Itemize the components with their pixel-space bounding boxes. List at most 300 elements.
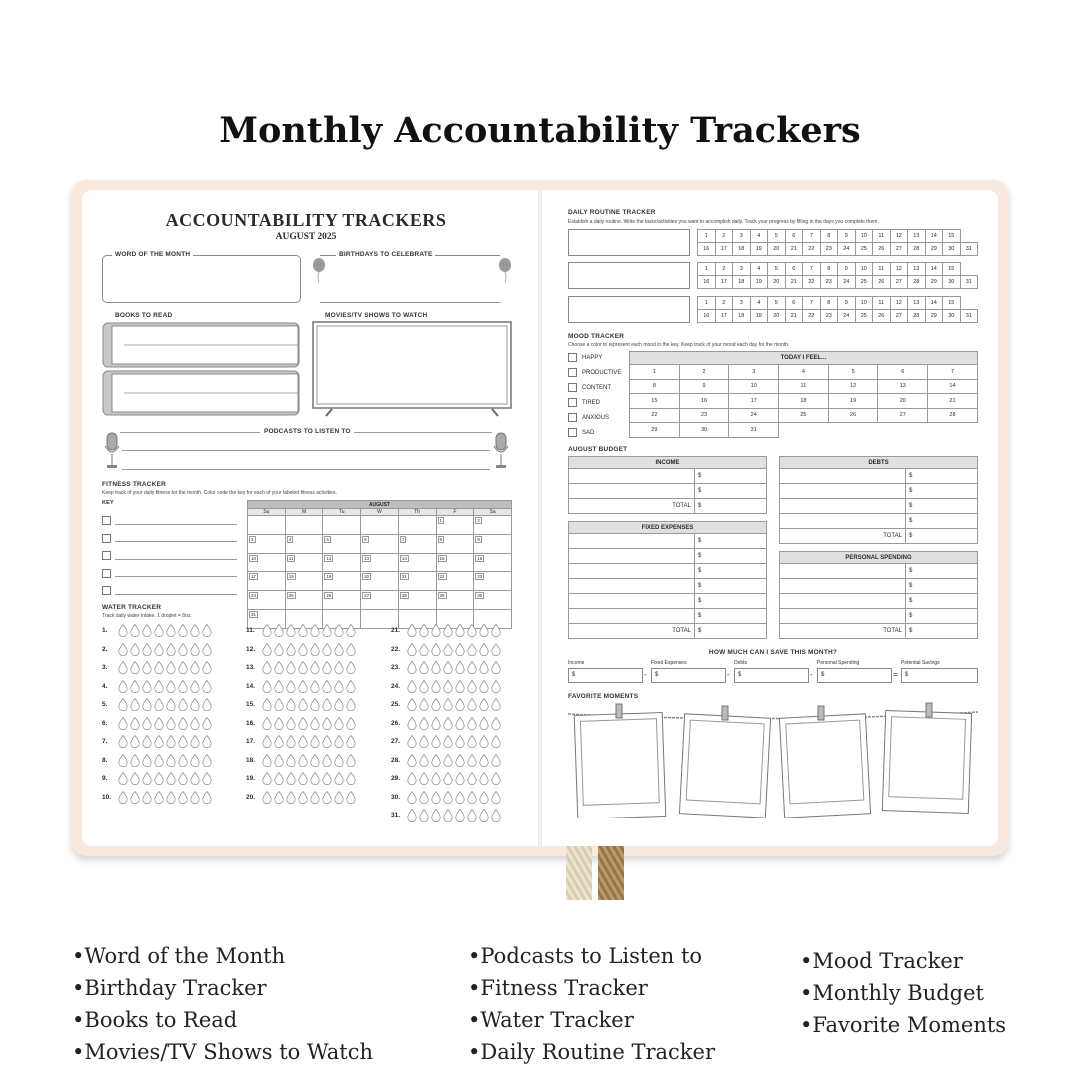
droplet-icon[interactable]	[190, 717, 200, 730]
routine-day-cell[interactable]: 27	[890, 276, 908, 289]
routine-day-cell[interactable]: 30	[943, 243, 961, 256]
mood-color-checkbox[interactable]	[568, 383, 577, 392]
droplet-icon[interactable]	[130, 717, 140, 730]
routine-day-cell[interactable]: 26	[873, 243, 891, 256]
calendar-day-cell[interactable]	[361, 572, 399, 591]
droplet-icon[interactable]	[130, 643, 140, 656]
mood-day-cell[interactable]: 18	[779, 394, 829, 409]
routine-day-cell[interactable]: 2	[715, 230, 733, 243]
mood-key-item[interactable]	[568, 365, 621, 380]
calendar-day-cell[interactable]	[398, 553, 436, 572]
droplet-icon[interactable]	[142, 624, 152, 637]
save-amount-field[interactable]: $	[901, 668, 978, 683]
water-droplets[interactable]	[262, 624, 356, 637]
droplet-icon[interactable]	[262, 717, 272, 730]
routine-day-cell[interactable]: 16	[698, 310, 716, 323]
droplet-icon[interactable]	[274, 735, 284, 748]
droplet-icon[interactable]	[166, 661, 176, 674]
droplet-icon[interactable]	[286, 791, 296, 804]
droplet-icon[interactable]	[274, 698, 284, 711]
save-amount-field[interactable]: $	[651, 668, 726, 683]
droplet-icon[interactable]	[310, 643, 320, 656]
droplet-icon[interactable]	[274, 717, 284, 730]
water-droplets[interactable]	[407, 643, 501, 656]
droplet-icon[interactable]	[262, 791, 272, 804]
droplet-icon[interactable]	[431, 680, 441, 693]
budget-amount-field[interactable]: $	[906, 499, 978, 514]
calendar-day-cell[interactable]	[436, 591, 474, 610]
droplet-icon[interactable]	[118, 680, 128, 693]
budget-item-field[interactable]	[569, 579, 695, 594]
droplet-icon[interactable]	[455, 754, 465, 767]
mood-day-cell[interactable]: 22	[630, 408, 680, 423]
droplet-icon[interactable]	[431, 698, 441, 711]
droplet-icon[interactable]	[286, 754, 296, 767]
droplet-icon[interactable]	[118, 661, 128, 674]
droplet-icon[interactable]	[202, 754, 212, 767]
droplet-icon[interactable]	[274, 643, 284, 656]
droplet-icon[interactable]	[286, 698, 296, 711]
water-droplets[interactable]	[407, 791, 501, 804]
water-droplets[interactable]	[118, 680, 212, 693]
budget-amount-field[interactable]: $	[695, 499, 767, 514]
water-droplets[interactable]	[407, 717, 501, 730]
droplet-icon[interactable]	[431, 791, 441, 804]
key-row[interactable]	[102, 582, 237, 600]
droplet-icon[interactable]	[202, 624, 212, 637]
mood-color-checkbox[interactable]	[568, 398, 577, 407]
routine-day-cell[interactable]: 19	[750, 310, 768, 323]
routine-day-cell[interactable]: 19	[750, 243, 768, 256]
budget-amount-field[interactable]: $	[906, 529, 978, 544]
droplet-icon[interactable]	[407, 717, 417, 730]
routine-day-cell[interactable]: 17	[715, 310, 733, 323]
word-of-month-box[interactable]	[102, 255, 301, 303]
droplet-icon[interactable]	[310, 698, 320, 711]
droplet-icon[interactable]	[166, 624, 176, 637]
droplet-icon[interactable]	[322, 643, 332, 656]
droplet-icon[interactable]	[467, 809, 477, 822]
droplet-icon[interactable]	[142, 735, 152, 748]
droplet-icon[interactable]	[407, 624, 417, 637]
droplet-icon[interactable]	[419, 624, 429, 637]
droplet-icon[interactable]	[491, 698, 501, 711]
droplet-icon[interactable]	[334, 643, 344, 656]
droplet-icon[interactable]	[274, 791, 284, 804]
droplet-icon[interactable]	[431, 624, 441, 637]
water-droplets[interactable]	[262, 661, 356, 674]
droplet-icon[interactable]	[310, 680, 320, 693]
routine-day-cell[interactable]: 1	[698, 263, 716, 276]
budget-item-field[interactable]	[569, 609, 695, 624]
water-droplets[interactable]	[118, 661, 212, 674]
droplet-icon[interactable]	[419, 717, 429, 730]
droplet-icon[interactable]	[154, 643, 164, 656]
droplet-icon[interactable]	[407, 661, 417, 674]
routine-day-cell[interactable]: 20	[768, 276, 786, 289]
droplet-icon[interactable]	[467, 772, 477, 785]
droplet-icon[interactable]	[431, 754, 441, 767]
droplet-icon[interactable]	[334, 624, 344, 637]
bookmark-ribbon-cream[interactable]	[566, 846, 592, 900]
droplet-icon[interactable]	[322, 735, 332, 748]
routine-day-cell[interactable]: 6	[785, 230, 803, 243]
droplet-icon[interactable]	[298, 680, 308, 693]
mood-day-cell[interactable]: 7	[928, 365, 978, 380]
droplet-icon[interactable]	[443, 698, 453, 711]
routine-day-cell[interactable]: 11	[873, 263, 891, 276]
routine-day-cell[interactable]: 3	[733, 263, 751, 276]
droplet-icon[interactable]	[154, 772, 164, 785]
droplet-icon[interactable]	[467, 661, 477, 674]
droplet-icon[interactable]	[455, 717, 465, 730]
routine-day-cell[interactable]: 4	[750, 297, 768, 310]
mood-day-cell[interactable]: 24	[729, 408, 779, 423]
droplet-icon[interactable]	[467, 643, 477, 656]
mood-day-cell[interactable]: 8	[630, 379, 680, 394]
droplet-icon[interactable]	[479, 717, 489, 730]
droplet-icon[interactable]	[407, 643, 417, 656]
droplet-icon[interactable]	[443, 717, 453, 730]
droplet-icon[interactable]	[491, 661, 501, 674]
mood-key-item[interactable]	[568, 410, 621, 425]
water-droplets[interactable]	[118, 772, 212, 785]
droplet-icon[interactable]	[190, 624, 200, 637]
droplet-icon[interactable]	[467, 754, 477, 767]
droplet-icon[interactable]	[455, 643, 465, 656]
droplet-icon[interactable]	[455, 809, 465, 822]
routine-day-cell[interactable]: 31	[960, 276, 978, 289]
water-droplets[interactable]	[118, 754, 212, 767]
droplet-icon[interactable]	[431, 772, 441, 785]
budget-amount-field[interactable]: $	[695, 609, 767, 624]
mood-day-cell[interactable]: 14	[928, 379, 978, 394]
water-droplets[interactable]	[262, 643, 356, 656]
budget-amount-field[interactable]: $	[695, 549, 767, 564]
droplet-icon[interactable]	[443, 772, 453, 785]
routine-day-cell[interactable]: 20	[768, 243, 786, 256]
droplet-icon[interactable]	[479, 791, 489, 804]
routine-day-cell[interactable]: 22	[803, 276, 821, 289]
birthdays-box[interactable]	[320, 255, 500, 303]
droplet-icon[interactable]	[154, 698, 164, 711]
bookmark-ribbon-gold[interactable]	[598, 846, 624, 900]
polaroid-frame[interactable]	[779, 706, 870, 818]
droplet-icon[interactable]	[298, 624, 308, 637]
droplet-icon[interactable]	[479, 624, 489, 637]
mood-key-item[interactable]	[568, 395, 621, 410]
droplet-icon[interactable]	[142, 643, 152, 656]
droplet-icon[interactable]	[467, 624, 477, 637]
routine-day-cell[interactable]: 20	[768, 310, 786, 323]
budget-amount-field[interactable]: $	[906, 594, 978, 609]
droplet-icon[interactable]	[479, 680, 489, 693]
save-amount-field[interactable]: $	[568, 668, 643, 683]
droplet-icon[interactable]	[491, 809, 501, 822]
droplet-icon[interactable]	[491, 624, 501, 637]
budget-amount-field[interactable]: $	[695, 624, 767, 639]
droplet-icon[interactable]	[419, 809, 429, 822]
droplet-icon[interactable]	[190, 680, 200, 693]
routine-day-cell[interactable]: 24	[838, 276, 856, 289]
water-droplets[interactable]	[407, 735, 501, 748]
budget-item-field[interactable]	[569, 469, 695, 484]
droplet-icon[interactable]	[154, 717, 164, 730]
droplet-icon[interactable]	[455, 661, 465, 674]
droplet-icon[interactable]	[274, 661, 284, 674]
mood-day-cell[interactable]: 19	[828, 394, 878, 409]
droplet-icon[interactable]	[467, 717, 477, 730]
droplet-icon[interactable]	[419, 735, 429, 748]
droplet-icon[interactable]	[274, 772, 284, 785]
routine-day-cell[interactable]: 11	[873, 297, 891, 310]
routine-day-cell[interactable]: 27	[890, 310, 908, 323]
droplet-icon[interactable]	[322, 791, 332, 804]
droplet-icon[interactable]	[262, 624, 272, 637]
calendar-day-cell[interactable]	[248, 572, 286, 591]
droplet-icon[interactable]	[166, 680, 176, 693]
water-droplets[interactable]	[118, 643, 212, 656]
routine-day-cell[interactable]: 22	[803, 310, 821, 323]
routine-day-cell[interactable]: 19	[750, 276, 768, 289]
droplet-icon[interactable]	[419, 791, 429, 804]
droplet-icon[interactable]	[346, 643, 356, 656]
droplet-icon[interactable]	[298, 754, 308, 767]
mood-day-cell[interactable]: 4	[779, 365, 829, 380]
routine-day-cell[interactable]: 16	[698, 276, 716, 289]
droplet-icon[interactable]	[443, 643, 453, 656]
calendar-day-cell[interactable]	[248, 534, 286, 553]
droplet-icon[interactable]	[346, 791, 356, 804]
droplet-icon[interactable]	[178, 772, 188, 785]
routine-day-cell[interactable]: 29	[925, 276, 943, 289]
droplet-icon[interactable]	[178, 717, 188, 730]
mood-day-cell[interactable]: 13	[878, 379, 928, 394]
water-droplets[interactable]	[407, 624, 501, 637]
water-droplets[interactable]	[407, 680, 501, 693]
droplet-icon[interactable]	[298, 717, 308, 730]
droplet-icon[interactable]	[118, 643, 128, 656]
droplet-icon[interactable]	[322, 624, 332, 637]
droplet-icon[interactable]	[286, 624, 296, 637]
routine-day-cell[interactable]: 1	[698, 230, 716, 243]
budget-item-field[interactable]	[780, 499, 906, 514]
mood-day-cell[interactable]: 29	[630, 423, 680, 438]
mood-day-cell[interactable]: 3	[729, 365, 779, 380]
routine-day-cell[interactable]: 29	[925, 310, 943, 323]
droplet-icon[interactable]	[491, 680, 501, 693]
calendar-day-cell[interactable]	[285, 553, 323, 572]
droplet-icon[interactable]	[274, 680, 284, 693]
calendar-day-cell[interactable]	[248, 516, 286, 535]
routine-day-cell[interactable]: 14	[925, 230, 943, 243]
droplet-icon[interactable]	[310, 717, 320, 730]
routine-day-cell[interactable]: 30	[943, 276, 961, 289]
water-droplets[interactable]	[262, 698, 356, 711]
routine-day-cell[interactable]: 28	[908, 243, 926, 256]
budget-amount-field[interactable]: $	[906, 609, 978, 624]
mood-day-cell[interactable]: 30	[679, 423, 729, 438]
budget-item-field[interactable]	[569, 549, 695, 564]
water-droplets[interactable]	[407, 661, 501, 674]
routine-day-cell[interactable]: 5	[768, 297, 786, 310]
droplet-icon[interactable]	[334, 791, 344, 804]
droplet-icon[interactable]	[262, 698, 272, 711]
droplet-icon[interactable]	[346, 661, 356, 674]
routine-day-cell[interactable]: 1	[698, 297, 716, 310]
droplet-icon[interactable]	[202, 791, 212, 804]
budget-amount-field[interactable]: $	[695, 534, 767, 549]
droplet-icon[interactable]	[118, 754, 128, 767]
budget-amount-field[interactable]: $	[906, 484, 978, 499]
water-droplets[interactable]	[262, 772, 356, 785]
budget-amount-field[interactable]: $	[906, 624, 978, 639]
mood-day-cell[interactable]: 31	[729, 423, 779, 438]
droplet-icon[interactable]	[310, 624, 320, 637]
droplet-icon[interactable]	[178, 735, 188, 748]
droplet-icon[interactable]	[334, 754, 344, 767]
calendar-day-cell[interactable]	[323, 553, 361, 572]
calendar-day-cell[interactable]	[285, 516, 323, 535]
droplet-icon[interactable]	[334, 680, 344, 693]
calendar-day-cell[interactable]	[361, 516, 399, 535]
droplet-icon[interactable]	[154, 680, 164, 693]
routine-task-box[interactable]	[568, 262, 690, 289]
droplet-icon[interactable]	[178, 698, 188, 711]
droplet-icon[interactable]	[310, 791, 320, 804]
routine-day-cell[interactable]: 14	[925, 297, 943, 310]
droplet-icon[interactable]	[455, 772, 465, 785]
droplet-icon[interactable]	[274, 624, 284, 637]
droplet-icon[interactable]	[310, 661, 320, 674]
routine-day-cell[interactable]: 15	[943, 230, 961, 243]
mood-day-cell[interactable]: 20	[878, 394, 928, 409]
droplet-icon[interactable]	[202, 680, 212, 693]
budget-item-field[interactable]	[780, 469, 906, 484]
calendar-day-cell[interactable]	[285, 572, 323, 591]
routine-day-cell[interactable]: 10	[855, 297, 873, 310]
budget-item-field[interactable]	[780, 564, 906, 579]
droplet-icon[interactable]	[130, 772, 140, 785]
routine-day-cell[interactable]: 17	[715, 243, 733, 256]
droplet-icon[interactable]	[130, 791, 140, 804]
droplet-icon[interactable]	[154, 754, 164, 767]
mood-day-cell[interactable]: 10	[729, 379, 779, 394]
droplet-icon[interactable]	[419, 754, 429, 767]
droplet-icon[interactable]	[407, 791, 417, 804]
droplet-icon[interactable]	[262, 661, 272, 674]
water-droplets[interactable]	[118, 735, 212, 748]
routine-day-cell[interactable]: 16	[698, 243, 716, 256]
droplet-icon[interactable]	[322, 680, 332, 693]
droplet-icon[interactable]	[479, 661, 489, 674]
routine-day-cell[interactable]: 7	[803, 297, 821, 310]
droplet-icon[interactable]	[178, 754, 188, 767]
calendar-day-cell[interactable]	[436, 572, 474, 591]
mood-key-item[interactable]	[568, 425, 621, 440]
droplet-icon[interactable]	[431, 661, 441, 674]
routine-day-cell[interactable]: 8	[820, 230, 838, 243]
water-droplets[interactable]	[262, 717, 356, 730]
budget-amount-field[interactable]: $	[906, 469, 978, 484]
routine-day-cell[interactable]: 31	[960, 310, 978, 323]
droplet-icon[interactable]	[322, 717, 332, 730]
droplet-icon[interactable]	[262, 735, 272, 748]
calendar-day-cell[interactable]	[474, 534, 512, 553]
budget-amount-field[interactable]: $	[906, 514, 978, 529]
budget-amount-field[interactable]: $	[906, 564, 978, 579]
droplet-icon[interactable]	[491, 717, 501, 730]
droplet-icon[interactable]	[202, 772, 212, 785]
budget-amount-field[interactable]: $	[695, 579, 767, 594]
droplet-icon[interactable]	[298, 661, 308, 674]
droplet-icon[interactable]	[491, 754, 501, 767]
droplet-icon[interactable]	[407, 735, 417, 748]
routine-day-cell[interactable]: 10	[855, 263, 873, 276]
droplet-icon[interactable]	[166, 791, 176, 804]
mood-day-cell[interactable]: 27	[878, 408, 928, 423]
droplet-icon[interactable]	[431, 735, 441, 748]
droplet-icon[interactable]	[322, 698, 332, 711]
routine-day-cell[interactable]: 12	[890, 263, 908, 276]
droplet-icon[interactable]	[130, 754, 140, 767]
droplet-icon[interactable]	[130, 735, 140, 748]
routine-day-cell[interactable]: 21	[785, 310, 803, 323]
droplet-icon[interactable]	[154, 624, 164, 637]
routine-day-cell[interactable]: 9	[838, 230, 856, 243]
droplet-icon[interactable]	[479, 643, 489, 656]
routine-day-cell[interactable]: 7	[803, 263, 821, 276]
droplet-icon[interactable]	[479, 809, 489, 822]
routine-day-cell[interactable]: 5	[768, 263, 786, 276]
routine-day-cell[interactable]: 9	[838, 263, 856, 276]
key-row[interactable]	[102, 565, 237, 583]
droplet-icon[interactable]	[407, 754, 417, 767]
droplet-icon[interactable]	[154, 791, 164, 804]
droplet-icon[interactable]	[262, 643, 272, 656]
droplet-icon[interactable]	[479, 754, 489, 767]
droplet-icon[interactable]	[118, 772, 128, 785]
budget-item-field[interactable]	[780, 484, 906, 499]
droplet-icon[interactable]	[455, 791, 465, 804]
mood-day-cell[interactable]: 15	[630, 394, 680, 409]
mood-color-checkbox[interactable]	[568, 368, 577, 377]
routine-day-cell[interactable]: 18	[733, 310, 751, 323]
routine-task-box[interactable]	[568, 296, 690, 323]
mood-day-cell[interactable]: 23	[679, 408, 729, 423]
droplet-icon[interactable]	[334, 661, 344, 674]
droplet-icon[interactable]	[298, 698, 308, 711]
water-droplets[interactable]	[118, 717, 212, 730]
droplet-icon[interactable]	[190, 661, 200, 674]
calendar-day-cell[interactable]	[323, 516, 361, 535]
droplet-icon[interactable]	[467, 698, 477, 711]
water-droplets[interactable]	[118, 698, 212, 711]
droplet-icon[interactable]	[178, 680, 188, 693]
droplet-icon[interactable]	[142, 791, 152, 804]
calendar-day-cell[interactable]	[474, 516, 512, 535]
droplet-icon[interactable]	[166, 735, 176, 748]
mood-key-item[interactable]	[568, 380, 621, 395]
calendar-day-cell[interactable]	[323, 572, 361, 591]
budget-item-field[interactable]	[569, 594, 695, 609]
droplet-icon[interactable]	[142, 661, 152, 674]
routine-day-cell[interactable]: 25	[855, 276, 873, 289]
droplet-icon[interactable]	[178, 661, 188, 674]
water-droplets[interactable]	[262, 680, 356, 693]
droplet-icon[interactable]	[407, 772, 417, 785]
calendar-day-cell[interactable]	[248, 553, 286, 572]
